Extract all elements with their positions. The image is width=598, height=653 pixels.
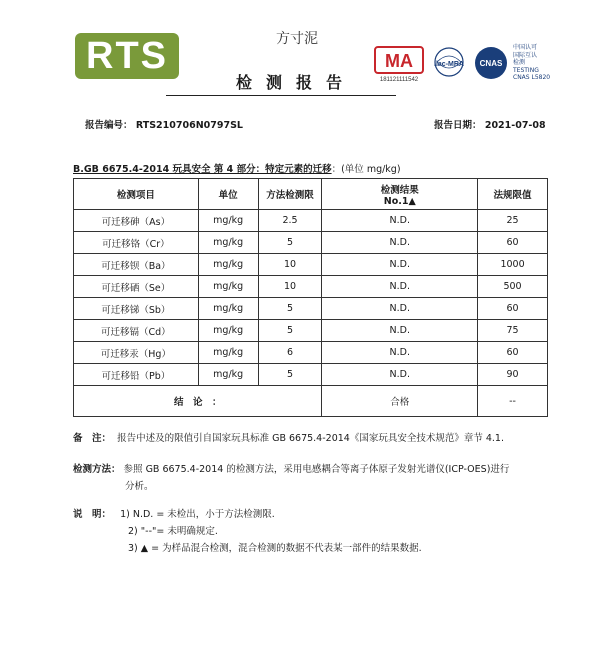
table-cell: mg/kg <box>198 232 258 254</box>
table-cell: 500 <box>478 276 548 298</box>
table-cell: 可迁移锑（Sb） <box>74 298 199 320</box>
table-cell: mg/kg <box>198 254 258 276</box>
table-cell: 5 <box>258 320 322 342</box>
table-cell: mg/kg <box>198 364 258 386</box>
table-cell: 60 <box>478 342 548 364</box>
table-row <box>74 254 548 276</box>
svg-text:CNAS: CNAS <box>479 59 503 68</box>
ilac-mra-icon <box>428 45 470 83</box>
col-header-unit: 单位 <box>198 179 258 210</box>
handwritten-note: 方寸泥 <box>276 31 318 47</box>
table-cell: N.D. <box>322 342 478 364</box>
conclusion-row <box>74 386 548 417</box>
report-title: 检测报告 <box>236 73 357 92</box>
table-cell: 25 <box>478 210 548 232</box>
report-date: 报告日期： 2021-07-08 <box>434 120 546 131</box>
ma-cert-icon <box>373 45 425 83</box>
svg-text:MA: MA <box>385 51 413 71</box>
table-cell: 60 <box>478 298 548 320</box>
col-header-item: 检测项目 <box>74 179 199 210</box>
table-cell: -- <box>478 386 548 417</box>
report-number: 报告编号： RTS210706N0797SL <box>85 120 243 131</box>
table-cell: mg/kg <box>198 210 258 232</box>
table-cell: 可迁移硒（Se） <box>74 276 199 298</box>
table-cell: mg/kg <box>198 342 258 364</box>
table-cell: 可迁移镉（Cd） <box>74 320 199 342</box>
table-header-row <box>74 179 548 210</box>
table-cell: mg/kg <box>198 276 258 298</box>
cnas-icon <box>473 45 509 81</box>
table-cell: 合格 <box>322 386 478 417</box>
table-cell: 6 <box>258 342 322 364</box>
table-row <box>74 298 548 320</box>
table-cell: 5 <box>258 298 322 320</box>
section-title: B.GB 6675.4-2014 玩具安全 第 4 部分：特定元素的迁移：(单位 mg/kg) <box>73 164 401 175</box>
table-cell: N.D. <box>322 210 478 232</box>
cnas-caption: 中国认可 国际互认 检测 TESTING CNAS L5820 <box>513 44 551 81</box>
table-cell: 2.5 <box>258 210 322 232</box>
table-cell: 10 <box>258 276 322 298</box>
table-cell: N.D. <box>322 298 478 320</box>
table-cell: 90 <box>478 364 548 386</box>
test-method: 检测方法： 参照 GB 6675.4-2014 的检测方法，采用电感耦合等离子体原子发射光谱仪(ICP-OES)进行 分析。 <box>73 464 510 492</box>
table-cell: N.D. <box>322 320 478 342</box>
title-underline <box>166 95 396 96</box>
table-row <box>74 320 548 342</box>
table-cell: N.D. <box>322 254 478 276</box>
col-header-result: 检测结果 No.1▲ <box>322 179 478 210</box>
table-cell: 可迁移砷（As） <box>74 210 199 232</box>
table-cell: 结 论 ： <box>74 386 322 417</box>
results-table <box>73 178 548 417</box>
table-cell: 可迁移铬（Cr） <box>74 232 199 254</box>
table-cell: mg/kg <box>198 298 258 320</box>
table-cell: 可迁移钡（Ba） <box>74 254 199 276</box>
table-row <box>74 364 548 386</box>
table-row <box>74 276 548 298</box>
table-cell: 1000 <box>478 254 548 276</box>
rts-logo: RTS <box>75 33 179 79</box>
table-cell: 5 <box>258 364 322 386</box>
table-row <box>74 342 548 364</box>
table-cell: 10 <box>258 254 322 276</box>
table-cell: 75 <box>478 320 548 342</box>
remark: 备 注： 报告中述及的限值引自国家玩具标准 GB 6675.4-2014《国家玩具安全技术规范》章节 4.1. <box>73 433 504 444</box>
table-cell: 可迁移汞（Hg） <box>74 342 199 364</box>
explanation: 说 明： 1) N.D. = 未检出，小于方法检测限. 2) "--"= 未明确规定. 3) ▲ = 为样品混合检测，混合检测的数据不代表某一部件的结果数据. <box>73 509 422 554</box>
table-cell: N.D. <box>322 232 478 254</box>
table-row <box>74 232 548 254</box>
table-row <box>74 210 548 232</box>
table-cell: N.D. <box>322 276 478 298</box>
table-cell: 60 <box>478 232 548 254</box>
svg-text:ilac-MRA: ilac-MRA <box>434 61 464 68</box>
svg-text:181121111542: 181121111542 <box>379 77 419 83</box>
col-header-mdl: 方法检测限 <box>258 179 322 210</box>
table-cell: 可迁移铅（Pb） <box>74 364 199 386</box>
table-cell: 5 <box>258 232 322 254</box>
table-cell: mg/kg <box>198 320 258 342</box>
col-header-limit: 法规限值 <box>478 179 548 210</box>
table-cell: N.D. <box>322 364 478 386</box>
